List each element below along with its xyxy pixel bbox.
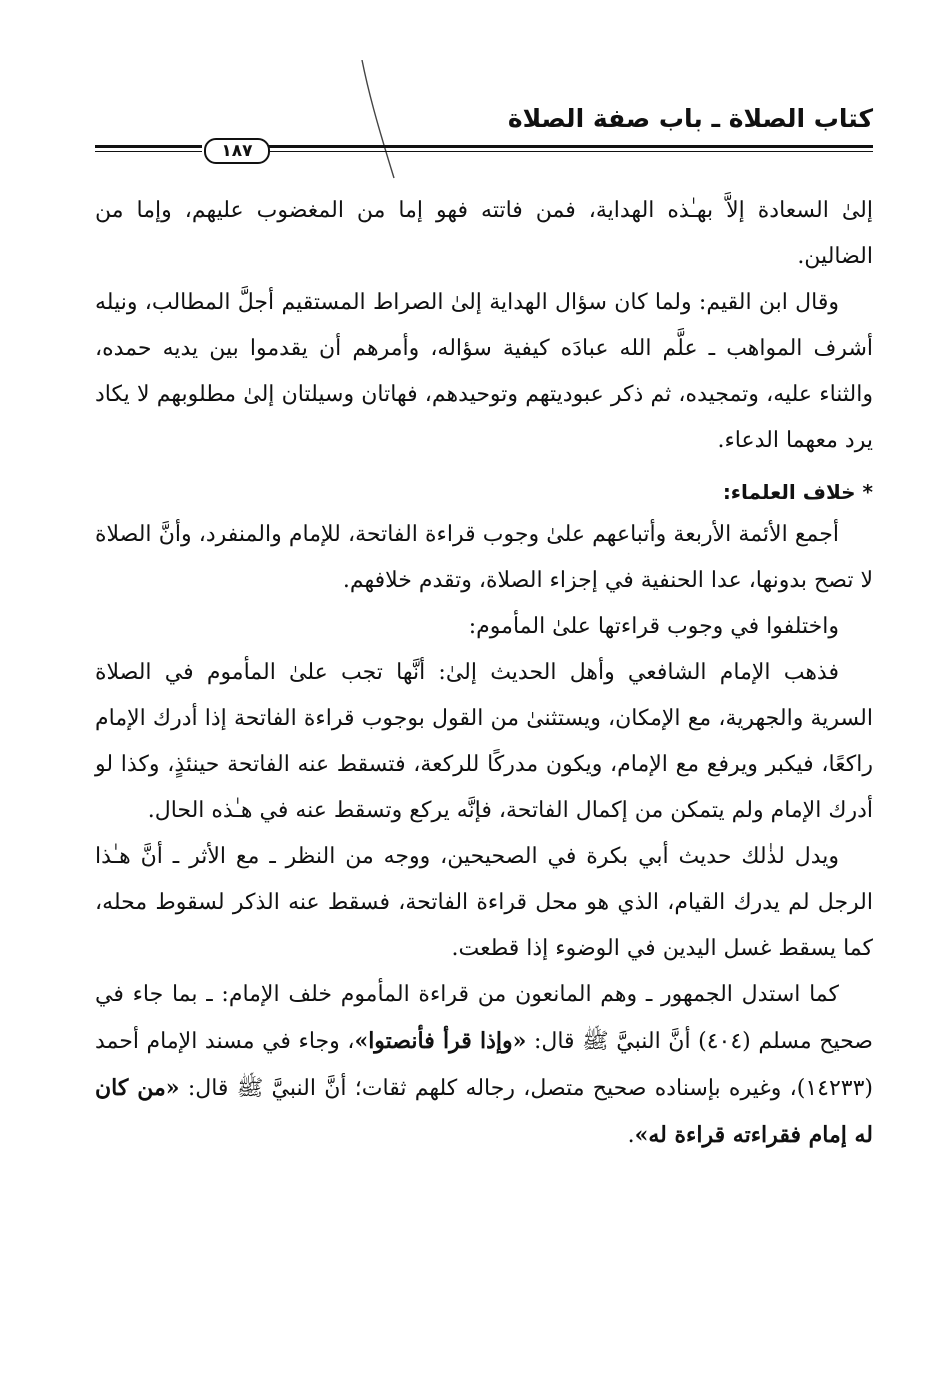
paragraph-1: إلىٰ السعادة إلاَّ بهـٰذه الهداية، فمن فاتته فهو إما من المغضوب عليهم، وإما من الضالين.: [95, 198, 873, 269]
header-rule-right: [268, 145, 873, 152]
running-title: كتاب الصلاة ـ باب صفة الصلاة: [507, 104, 873, 133]
paragraph-2: وقال ابن القيم: ولما كان سؤال الهداية إلىٰ الصراط المستقيم أجلَّ المطالب، ونيله أشرف المواهب ـ علَّم الله عبادَه كيفية سؤاله، وأمرهم أن يقدموا بين يديه حمده، والثناء عليه، وتمجيده، ثم ذكر عبوديتهم وتوحيدهم، فهاتان وسيلتان إلىٰ مطلوبهم لا يكاد يرد معهما الدعاء.: [95, 290, 873, 453]
paragraph-4: واختلفوا في وجوب قراءتها علىٰ المأموم:: [468, 614, 839, 639]
header-rule-left: [95, 145, 202, 152]
hadith-quote-1: «وإذا قرأ فأنصتوا»: [354, 1028, 527, 1054]
hadith-quote-2: «من كان له إمام فقراءته قراءة له»: [95, 1075, 873, 1148]
paragraph-5: فذهب الإمام الشافعي وأهل الحديث إلىٰ: أنَّها تجب علىٰ المأموم في الصلاة السرية والجهرية، مع الإمكان، ويستثنىٰ من القول بوجوب قراءة الفاتحة إذا أدرك الإمام راكعًا، فيكبر ويرفع مع الإمام، ويكون مدركًا للركعة، فتسقط عنه الفاتحة حينئذٍ، وكذا لو أدرك الإمام ولم يتمكن من إكمال الفاتحة، فإنَّه يركع وتسقط عنه في هـٰذه الحال.: [95, 660, 873, 823]
header-rule: [95, 138, 873, 162]
page-header: [95, 98, 873, 172]
section-heading: * خلاف العلماء:: [722, 480, 873, 504]
paragraph-7-text-2: ، وجاء في مسند الإمام أحمد (١٤٢٣٣)، وغيره بإسناده صحيح متصل، رجاله كلهم ثقات؛ أنَّ النبيَّ ﷺ قال:: [95, 1029, 873, 1101]
paragraph-6: ويدل لذٰلك حديث أبي بكرة في الصحيحين، ووجه من النظر ـ مع الأثر ـ أنَّ هـٰذا الرجل لم يدرك القيام، الذي هو محل قراءة الفاتحة، فسقط عنه الذكر لسقوط محله، كما يسقط غسل اليدين في الوضوء إذا قطعت.: [95, 844, 873, 961]
page-number: ١٨٧: [204, 138, 270, 164]
paragraph-7-text-1: كما استدل الجمهور ـ وهم المانعون من قراءة المأموم خلف الإمام: ـ بما جاء في صحيح مسلم (٤٠٤) أنَّ النبيَّ ﷺ قال:: [95, 982, 873, 1054]
paragraph-7-text-3: .: [627, 1123, 635, 1148]
paragraph-7: [95, 972, 873, 1159]
paragraph-3: أجمع الأئمة الأربعة وأتباعهم علىٰ وجوب قراءة الفاتحة، للإمام والمنفرد، وأنَّ الصلاة لا تصح بدونها، عدا الحنفية في إجزاء الصلاة، وتقدم خلافهم.: [95, 522, 873, 593]
body-text: [95, 188, 873, 1159]
